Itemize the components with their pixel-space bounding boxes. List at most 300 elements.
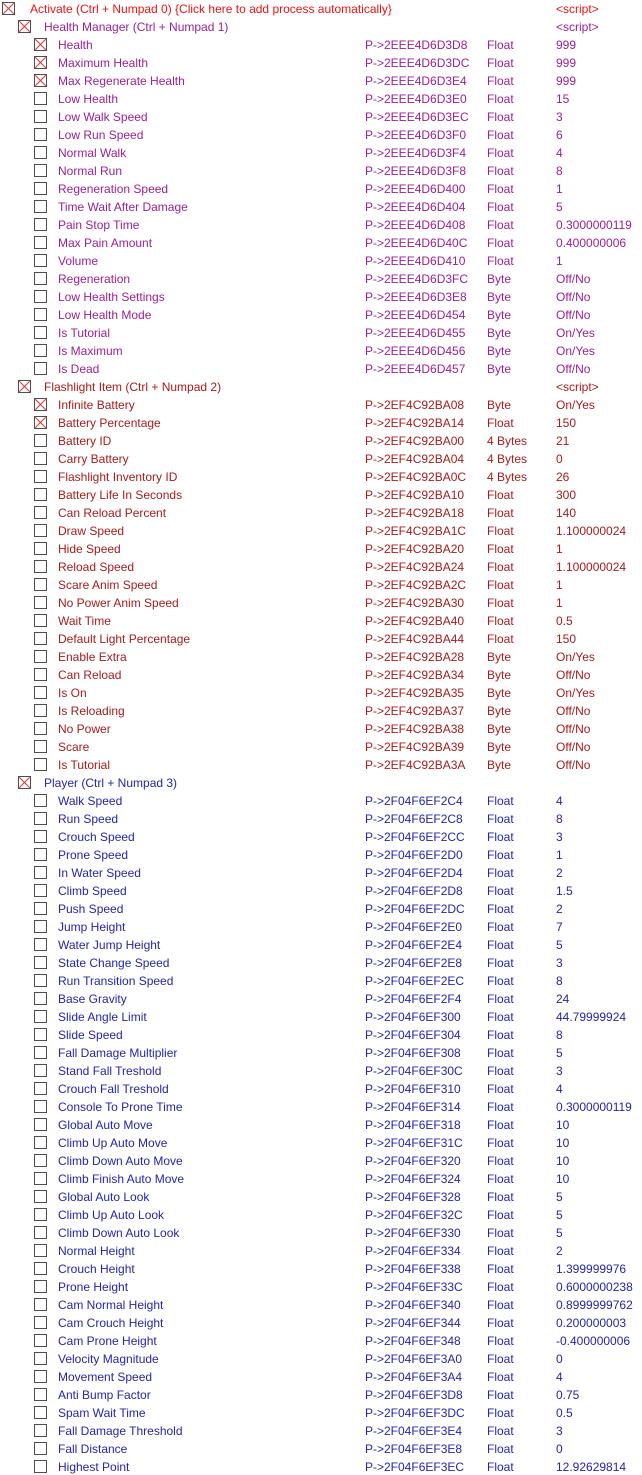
record-active-checkbox[interactable] (34, 218, 47, 231)
record-active-checkbox[interactable] (34, 434, 47, 447)
record-value[interactable]: 1.100000024 (556, 524, 627, 538)
record-address[interactable]: P->2EEE4D6D408 (365, 218, 466, 232)
record-address[interactable]: P->2F04F6EF318 (365, 1118, 461, 1132)
record-value[interactable]: 1 (556, 596, 563, 610)
record-type[interactable]: Byte (487, 758, 512, 772)
record-description[interactable]: Global Auto Look (58, 1190, 150, 1204)
record-value[interactable]: 1.399999976 (556, 1262, 627, 1276)
record-value[interactable]: 3 (556, 1064, 563, 1078)
record-value[interactable]: 0 (556, 452, 563, 466)
record-active-checkbox[interactable] (34, 920, 47, 933)
record-active-checkbox[interactable] (34, 146, 47, 159)
record-value[interactable]: 1.5 (556, 884, 573, 898)
record-active-checkbox[interactable] (34, 74, 47, 87)
record-description[interactable]: Regeneration (58, 272, 131, 286)
record-description[interactable]: Anti Bump Factor (58, 1388, 151, 1402)
record-value[interactable]: 0.5 (556, 614, 573, 628)
record-description[interactable]: Player (Ctrl + Numpad 3) (44, 776, 178, 790)
record-value[interactable]: 5 (556, 938, 563, 952)
record-address[interactable]: P->2EEE4D6D3F4 (365, 146, 467, 160)
record-address[interactable]: P->2F04F6EF2F4 (365, 992, 462, 1006)
record-value[interactable]: 8 (556, 812, 563, 826)
record-description[interactable]: No Power Anim Speed (58, 596, 179, 610)
record-description[interactable]: Console To Prone Time (58, 1100, 183, 1114)
record-value[interactable]: Off/No (556, 308, 591, 322)
record-address[interactable]: P->2EF4C92BA40 (365, 614, 465, 628)
record-address[interactable]: P->2EEE4D6D455 (365, 326, 466, 340)
record-active-checkbox[interactable] (34, 632, 47, 645)
record-description[interactable]: Climb Speed (58, 884, 127, 898)
record-description[interactable]: Normal Run (58, 164, 123, 178)
record-address[interactable]: P->2EF4C92BA24 (365, 560, 465, 574)
record-value[interactable]: 0.5 (556, 1406, 573, 1420)
record-description[interactable]: Climb Down Auto Look (58, 1226, 180, 1240)
record-value[interactable]: 10 (556, 1154, 570, 1168)
record-value[interactable]: Off/No (556, 290, 591, 304)
record-type[interactable]: Float (487, 1298, 514, 1312)
record-active-checkbox[interactable] (34, 290, 47, 303)
record-value[interactable]: 1 (556, 848, 563, 862)
record-type[interactable]: Float (487, 110, 514, 124)
record-active-checkbox[interactable] (34, 542, 47, 555)
record-active-checkbox[interactable] (34, 1064, 47, 1077)
record-address[interactable]: P->2EEE4D6D3EC (365, 110, 469, 124)
record-address[interactable]: P->2F04F6EF344 (365, 1316, 461, 1330)
record-type[interactable]: Float (487, 614, 514, 628)
record-address[interactable]: P->2F04F6EF3A4 (365, 1370, 463, 1384)
record-active-checkbox[interactable] (34, 578, 47, 591)
record-active-checkbox[interactable] (34, 740, 47, 753)
record-description[interactable]: Flashlight Item (Ctrl + Numpad 2) (44, 380, 222, 394)
record-type[interactable]: Float (487, 1352, 514, 1366)
record-description[interactable]: Can Reload (58, 668, 122, 682)
record-active-checkbox[interactable] (34, 758, 47, 771)
record-address[interactable]: P->2F04F6EF330 (365, 1226, 461, 1240)
record-type[interactable]: Float (487, 254, 514, 268)
record-active-checkbox[interactable] (34, 488, 47, 501)
record-type[interactable]: Float (487, 74, 514, 88)
record-address[interactable]: P->2F04F6EF2D8 (365, 884, 463, 898)
record-type[interactable]: Byte (487, 398, 512, 412)
record-address[interactable]: P->2F04F6EF334 (365, 1244, 461, 1258)
record-type[interactable]: Float (487, 920, 514, 934)
record-active-checkbox[interactable] (34, 560, 47, 573)
record-value[interactable]: 300 (556, 488, 577, 502)
record-description[interactable]: Is Reloading (58, 704, 125, 718)
record-value[interactable]: 1 (556, 254, 563, 268)
record-address[interactable]: P->2F04F6EF2D0 (365, 848, 463, 862)
record-active-checkbox[interactable] (34, 38, 47, 51)
record-description[interactable]: Walk Speed (58, 794, 123, 808)
record-value[interactable]: 2 (556, 866, 563, 880)
record-type[interactable]: Float (487, 632, 514, 646)
record-value[interactable]: 4 (556, 794, 563, 808)
record-active-checkbox[interactable] (34, 470, 47, 483)
record-address[interactable]: P->2F04F6EF2E0 (365, 920, 463, 934)
record-active-checkbox[interactable] (2, 2, 15, 15)
record-address[interactable]: P->2EF4C92BA3A (365, 758, 466, 772)
record-address[interactable]: P->2EEE4D6D456 (365, 344, 466, 358)
record-description[interactable]: Enable Extra (58, 650, 127, 664)
record-address[interactable]: P->2F04F6EF338 (365, 1262, 461, 1276)
record-address[interactable]: P->2F04F6EF2E8 (365, 956, 463, 970)
record-value[interactable]: 21 (556, 434, 570, 448)
record-value[interactable]: 150 (556, 416, 577, 430)
record-active-checkbox[interactable] (34, 164, 47, 177)
record-type[interactable]: Float (487, 830, 514, 844)
record-type[interactable]: Float (487, 506, 514, 520)
record-type[interactable]: 4 Bytes (487, 470, 528, 484)
record-active-checkbox[interactable] (34, 668, 47, 681)
record-type[interactable]: Float (487, 236, 514, 250)
record-active-checkbox[interactable] (34, 524, 47, 537)
record-description[interactable]: Reload Speed (58, 560, 135, 574)
record-address[interactable]: P->2EF4C92BA2C (365, 578, 467, 592)
record-description[interactable]: No Power (58, 722, 111, 736)
record-value[interactable]: Off/No (556, 362, 591, 376)
record-description[interactable]: Jump Height (58, 920, 126, 934)
record-description[interactable]: Flashlight Inventory ID (58, 470, 178, 484)
record-address[interactable]: P->2EEE4D6D3DC (365, 56, 470, 70)
record-type[interactable]: Float (487, 1442, 514, 1456)
record-description[interactable]: Low Run Speed (58, 128, 144, 142)
record-description[interactable]: Time Wait After Damage (58, 200, 188, 214)
record-type[interactable]: Float (487, 1280, 514, 1294)
record-active-checkbox[interactable] (34, 1388, 47, 1401)
record-type[interactable]: Float (487, 848, 514, 862)
record-description[interactable]: Low Walk Speed (58, 110, 148, 124)
record-value[interactable]: 2 (556, 902, 563, 916)
record-description[interactable]: Health (58, 38, 93, 52)
record-value[interactable]: 0.3000000119 (556, 1100, 632, 1114)
record-value[interactable]: 5 (556, 200, 563, 214)
record-value[interactable]: 5 (556, 1226, 563, 1240)
record-description[interactable]: Carry Battery (58, 452, 129, 466)
record-type[interactable]: Float (487, 1406, 514, 1420)
record-active-checkbox[interactable] (34, 812, 47, 825)
record-value[interactable]: 4 (556, 146, 563, 160)
record-type[interactable]: Float (487, 884, 514, 898)
record-active-checkbox[interactable] (34, 1334, 47, 1347)
record-address[interactable]: P->2EEE4D6D3E8 (365, 290, 467, 304)
record-type[interactable]: Float (487, 218, 514, 232)
record-address[interactable]: P->2F04F6EF310 (365, 1082, 461, 1096)
record-address[interactable]: P->2F04F6EF340 (365, 1298, 461, 1312)
record-active-checkbox[interactable] (34, 1010, 47, 1023)
record-description[interactable]: Prone Height (58, 1280, 129, 1294)
record-type[interactable]: Byte (487, 326, 512, 340)
record-value[interactable]: 6 (556, 128, 563, 142)
record-active-checkbox[interactable] (34, 326, 47, 339)
record-active-checkbox[interactable] (34, 1352, 47, 1365)
record-type[interactable]: Float (487, 812, 514, 826)
record-address[interactable]: P->2F04F6EF3DC (365, 1406, 465, 1420)
record-active-checkbox[interactable] (34, 308, 47, 321)
record-description[interactable]: Velocity Magnitude (58, 1352, 159, 1366)
record-active-checkbox[interactable] (34, 452, 47, 465)
record-active-checkbox[interactable] (34, 686, 47, 699)
record-address[interactable]: P->2F04F6EF320 (365, 1154, 461, 1168)
record-active-checkbox[interactable] (34, 1262, 47, 1275)
record-description[interactable]: Wait Time (58, 614, 111, 628)
record-type[interactable]: Byte (487, 308, 512, 322)
record-value[interactable]: 0 (556, 1352, 563, 1366)
record-type[interactable]: Float (487, 1262, 514, 1276)
record-value[interactable]: 1 (556, 578, 563, 592)
record-active-checkbox[interactable] (34, 722, 47, 735)
record-value[interactable]: <script> (556, 2, 599, 16)
record-type[interactable]: Float (487, 1100, 514, 1114)
record-address[interactable]: P->2EF4C92BA28 (365, 650, 465, 664)
record-value[interactable]: 44.79999924 (556, 1010, 627, 1024)
record-active-checkbox[interactable] (34, 650, 47, 663)
record-type[interactable]: Float (487, 938, 514, 952)
record-type[interactable]: Byte (487, 272, 512, 286)
record-type[interactable]: Byte (487, 344, 512, 358)
record-active-checkbox[interactable] (34, 344, 47, 357)
record-active-checkbox[interactable] (34, 1028, 47, 1041)
record-description[interactable]: Low Health Settings (58, 290, 165, 304)
record-value[interactable]: 140 (556, 506, 577, 520)
record-type[interactable]: Float (487, 560, 514, 574)
record-type[interactable]: Float (487, 1136, 514, 1150)
record-description[interactable]: Climb Up Auto Move (58, 1136, 168, 1150)
record-description[interactable]: Activate (Ctrl + Numpad 0) {Click here to add process automatically} (30, 2, 392, 16)
record-value[interactable]: 0.6000000238 (556, 1280, 633, 1294)
record-description[interactable]: Low Health (58, 92, 119, 106)
record-address[interactable]: P->2F04F6EF30C (365, 1064, 463, 1078)
record-description[interactable]: Hide Speed (58, 542, 121, 556)
record-active-checkbox[interactable] (34, 272, 47, 285)
record-value[interactable]: Off/No (556, 272, 591, 286)
record-value[interactable]: 24 (556, 992, 570, 1006)
record-type[interactable]: Float (487, 1118, 514, 1132)
record-active-checkbox[interactable] (34, 866, 47, 879)
record-active-checkbox[interactable] (34, 704, 47, 717)
record-address[interactable]: P->2EF4C92BA0C (365, 470, 467, 484)
record-active-checkbox[interactable] (34, 1154, 47, 1167)
record-description[interactable]: Volume (58, 254, 99, 268)
record-description[interactable]: Stand Fall Treshold (58, 1064, 162, 1078)
record-address[interactable]: P->2F04F6EF304 (365, 1028, 461, 1042)
record-type[interactable]: Byte (487, 704, 512, 718)
record-type[interactable]: Float (487, 1370, 514, 1384)
record-address[interactable]: P->2EF4C92BA00 (365, 434, 465, 448)
record-value[interactable]: Off/No (556, 722, 591, 736)
record-active-checkbox[interactable] (34, 1280, 47, 1293)
record-type[interactable]: Float (487, 416, 514, 430)
record-active-checkbox[interactable] (34, 1190, 47, 1203)
record-address[interactable]: P->2EF4C92BA34 (365, 668, 465, 682)
record-description[interactable]: Max Regenerate Health (58, 74, 185, 88)
record-active-checkbox[interactable] (34, 1244, 47, 1257)
record-description[interactable]: Low Health Mode (58, 308, 152, 322)
record-description[interactable]: Fall Damage Threshold (58, 1424, 183, 1438)
record-description[interactable]: Is On (58, 686, 87, 700)
record-description[interactable]: Climb Up Auto Look (58, 1208, 165, 1222)
record-description[interactable]: Run Speed (58, 812, 119, 826)
record-description[interactable]: Crouch Speed (58, 830, 135, 844)
record-address[interactable]: P->2EEE4D6D410 (365, 254, 466, 268)
record-address[interactable]: P->2EF4C92BA1C (365, 524, 467, 538)
record-active-checkbox[interactable] (34, 56, 47, 69)
record-value[interactable]: 999 (556, 56, 577, 70)
record-address[interactable]: P->2F04F6EF3D8 (365, 1388, 463, 1402)
record-type[interactable]: Float (487, 956, 514, 970)
record-description[interactable]: Highest Point (58, 1460, 130, 1474)
record-type[interactable]: Float (487, 1244, 514, 1258)
record-type[interactable]: Float (487, 1316, 514, 1330)
record-address[interactable]: P->2F04F6EF2DC (365, 902, 465, 916)
record-active-checkbox[interactable] (34, 1460, 47, 1473)
record-address[interactable]: P->2F04F6EF3A0 (365, 1352, 463, 1366)
record-type[interactable]: Float (487, 1172, 514, 1186)
record-value[interactable]: 3 (556, 830, 563, 844)
record-active-checkbox[interactable] (34, 254, 47, 267)
record-active-checkbox[interactable] (34, 92, 47, 105)
record-address[interactable]: P->2F04F6EF314 (365, 1100, 461, 1114)
record-type[interactable]: Float (487, 524, 514, 538)
record-address[interactable]: P->2F04F6EF2C4 (365, 794, 463, 808)
record-type[interactable]: Float (487, 1208, 514, 1222)
record-address[interactable]: P->2F04F6EF2CC (365, 830, 465, 844)
record-description[interactable]: Climb Finish Auto Move (58, 1172, 185, 1186)
record-active-checkbox[interactable] (34, 992, 47, 1005)
record-value[interactable]: Off/No (556, 758, 591, 772)
record-value[interactable]: 8 (556, 164, 563, 178)
record-value[interactable]: 15 (556, 92, 570, 106)
record-description[interactable]: Cam Prone Height (58, 1334, 157, 1348)
record-description[interactable]: Draw Speed (58, 524, 125, 538)
record-type[interactable]: Float (487, 200, 514, 214)
record-value[interactable]: <script> (556, 20, 599, 34)
record-type[interactable]: Float (487, 596, 514, 610)
record-type[interactable]: Float (487, 128, 514, 142)
record-value[interactable]: -0.400000006 (556, 1334, 631, 1348)
record-active-checkbox[interactable] (34, 362, 47, 375)
record-type[interactable]: Float (487, 146, 514, 160)
record-description[interactable]: Regeneration Speed (58, 182, 169, 196)
record-type[interactable]: Float (487, 1010, 514, 1024)
record-description[interactable]: Battery Life In Seconds (58, 488, 183, 502)
record-value[interactable]: 0.3000000119 (556, 218, 632, 232)
record-address[interactable]: P->2F04F6EF3E8 (365, 1442, 463, 1456)
record-value[interactable]: 5 (556, 1208, 563, 1222)
record-type[interactable]: Float (487, 38, 514, 52)
record-type[interactable]: Float (487, 974, 514, 988)
record-active-checkbox[interactable] (34, 1370, 47, 1383)
record-type[interactable]: Float (487, 1460, 514, 1474)
record-address[interactable]: P->2F04F6EF3EC (365, 1460, 465, 1474)
record-type[interactable]: Float (487, 92, 514, 106)
record-active-checkbox[interactable] (34, 884, 47, 897)
record-active-checkbox[interactable] (34, 416, 47, 429)
record-type[interactable]: Float (487, 1046, 514, 1060)
record-type[interactable]: Float (487, 866, 514, 880)
record-type[interactable]: Float (487, 1082, 514, 1096)
record-description[interactable]: Water Jump Height (58, 938, 161, 952)
record-address[interactable]: P->2F04F6EF3E4 (365, 1424, 463, 1438)
record-description[interactable]: Run Transition Speed (58, 974, 174, 988)
record-description[interactable]: Fall Damage Multiplier (58, 1046, 178, 1060)
record-active-checkbox[interactable] (34, 830, 47, 843)
record-address[interactable]: P->2EEE4D6D3F0 (365, 128, 467, 142)
record-active-checkbox[interactable] (34, 236, 47, 249)
record-value[interactable]: 5 (556, 1190, 563, 1204)
record-type[interactable]: Float (487, 1028, 514, 1042)
record-active-checkbox[interactable] (34, 1172, 47, 1185)
record-type[interactable]: Byte (487, 290, 512, 304)
record-value[interactable]: 7 (556, 920, 563, 934)
record-type[interactable]: Float (487, 992, 514, 1006)
record-active-checkbox[interactable] (34, 1316, 47, 1329)
record-type[interactable]: Byte (487, 722, 512, 736)
record-type[interactable]: 4 Bytes (487, 434, 528, 448)
record-value[interactable]: 150 (556, 632, 577, 646)
record-value[interactable]: 0 (556, 1442, 563, 1456)
record-address[interactable]: P->2EF4C92BA38 (365, 722, 465, 736)
record-value[interactable]: Off/No (556, 668, 591, 682)
record-value[interactable]: On/Yes (556, 686, 595, 700)
record-type[interactable]: Byte (487, 740, 512, 754)
record-address[interactable]: P->2F04F6EF2D4 (365, 866, 463, 880)
record-address[interactable]: P->2F04F6EF33C (365, 1280, 463, 1294)
record-description[interactable]: Infinite Battery (58, 398, 135, 412)
record-type[interactable]: Byte (487, 668, 512, 682)
record-value[interactable]: 0.400000006 (556, 236, 627, 250)
record-value[interactable]: 3 (556, 1424, 563, 1438)
record-description[interactable]: Default Light Percentage (58, 632, 191, 646)
record-address[interactable]: P->2F04F6EF2EC (365, 974, 465, 988)
record-description[interactable]: Is Tutorial (58, 758, 111, 772)
record-active-checkbox[interactable] (34, 1136, 47, 1149)
record-value[interactable]: On/Yes (556, 398, 595, 412)
record-address[interactable]: P->2F04F6EF328 (365, 1190, 461, 1204)
record-description[interactable]: Fall Distance (58, 1442, 128, 1456)
record-address[interactable]: P->2EEE4D6D404 (365, 200, 466, 214)
record-value[interactable]: 5 (556, 1046, 563, 1060)
record-type[interactable]: Float (487, 164, 514, 178)
record-value[interactable]: 8 (556, 1028, 563, 1042)
record-type[interactable]: Float (487, 56, 514, 70)
record-active-checkbox[interactable] (34, 902, 47, 915)
record-type[interactable]: Float (487, 794, 514, 808)
record-address[interactable]: P->2F04F6EF31C (365, 1136, 463, 1150)
record-description[interactable]: Scare Anim Speed (58, 578, 158, 592)
record-type[interactable]: Float (487, 1424, 514, 1438)
record-active-checkbox[interactable] (34, 1442, 47, 1455)
record-address[interactable]: P->2EF4C92BA39 (365, 740, 465, 754)
record-description[interactable]: Maximum Health (58, 56, 149, 70)
record-value[interactable]: 0.8999999762 (556, 1298, 633, 1312)
record-value[interactable]: 4 (556, 1082, 563, 1096)
record-value[interactable]: 12.92629814 (556, 1460, 627, 1474)
record-active-checkbox[interactable] (34, 1226, 47, 1239)
record-description[interactable]: Base Gravity (58, 992, 127, 1006)
record-type[interactable]: Float (487, 1226, 514, 1240)
record-value[interactable]: 10 (556, 1136, 570, 1150)
record-address[interactable]: P->2EEE4D6D454 (365, 308, 466, 322)
record-description[interactable]: Scare (58, 740, 90, 754)
record-description[interactable]: Battery ID (58, 434, 112, 448)
record-address[interactable]: P->2EF4C92BA35 (365, 686, 465, 700)
record-address[interactable]: P->2EF4C92BA20 (365, 542, 465, 556)
record-address[interactable]: P->2F04F6EF2C8 (365, 812, 463, 826)
record-value[interactable]: 8 (556, 974, 563, 988)
record-type[interactable]: Float (487, 1154, 514, 1168)
record-description[interactable]: In Water Speed (58, 866, 141, 880)
record-address[interactable]: P->2EF4C92BA18 (365, 506, 465, 520)
